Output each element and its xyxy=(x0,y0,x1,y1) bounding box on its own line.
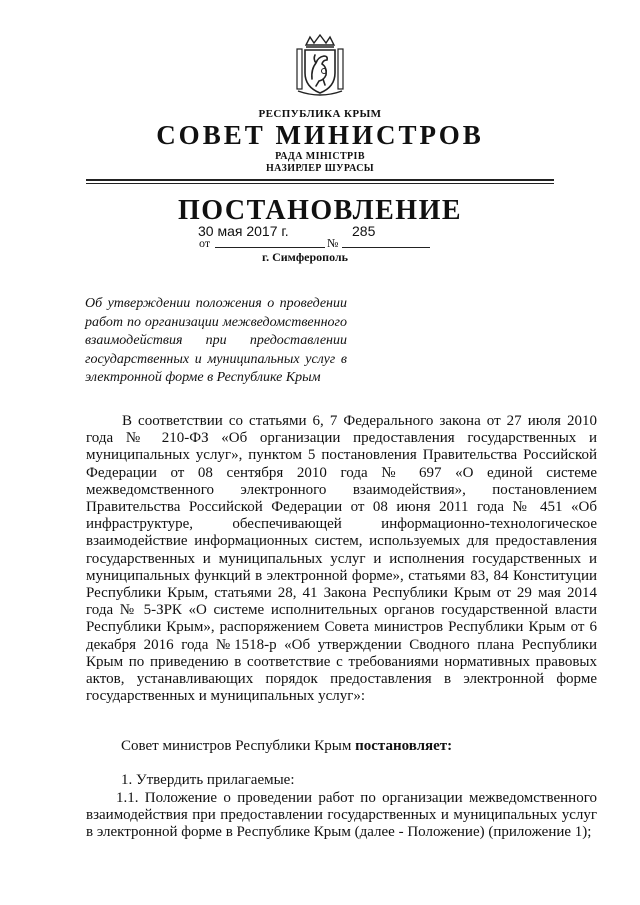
document-subject: Об утверждении положения о проведении работ по организации межведомственного взаимодействия при предоставлении государственных и муниципальных услуг в электронной форме в Республике Крым xyxy=(85,296,347,385)
date-label: от xyxy=(199,236,211,250)
resolution-subject: Совет министров Республики Крым xyxy=(121,738,352,754)
list-item-1-1-text: 1.1. Положение о проведении работ по организации межведомственного взаимодействия при предоставлении государственных и муниципальных услуг в электронной форме в Республике Крым (далее - Положение) (приложение 1); xyxy=(86,790,597,841)
document-number: 285 xyxy=(352,223,376,239)
preamble-text: В соответствии со статьями 6, 7 Федерального закона от 27 июля 2010 года № 210-ФЗ «Об организации предоставления государственных и муниципальных услуг», пунктом 5 постановления Правительства Российской Федерации от 08 сентября 2010 года № 697 «О единой системе межведомственного электронного взаимодействия», постановлением Правительства Российской Федерации от 08 июня 2011 года № 451 «Об инфраструктуре, обеспечивающей информационно-технологическое взаимодействие информационных систем, используемых для предоставления государственных и муниципальных услуг и исполнения государственных и муниципальных функций в электронной форме», статьями 83, 84 Конституции Республики Крым, статьями 28, 41 Закона Республики Крым от 29 мая 2014 года № 5-ЗРК «О системе исполнительных органов государственной власти Республики Крым», распоряжением Совета министров Республики Крым от 6 декабря 2016 года №1518-р «Об утверждении Сводного плана Республики Крым по приведению в соответствие с требованиями нормативных правовых актов, устанавливающих порядок предоставления в электронной форме государственных и муниципальных услуг»: xyxy=(86,413,597,705)
resolution-line xyxy=(121,738,452,755)
republic-name: РЕСПУБЛИКА КРЫМ xyxy=(258,108,382,120)
list-item-1-1 xyxy=(86,790,597,842)
resolution-verb: постановляет: xyxy=(355,738,453,754)
crimea-coat-of-arms-icon xyxy=(294,33,346,99)
header-divider xyxy=(86,179,554,181)
city-name: г. Симферополь xyxy=(262,250,348,264)
number-underline xyxy=(342,247,430,248)
council-title-crimean-tatar: НАЗИРЛЕР ШУРАСЫ xyxy=(265,163,375,174)
list-item-1: 1. Утвердить прилагаемые: xyxy=(121,772,295,788)
council-title-ukrainian: РАДА МІНІСТРІВ xyxy=(275,151,365,162)
header-divider-thin xyxy=(86,183,554,184)
date-underline xyxy=(215,247,325,248)
preamble-paragraph xyxy=(86,413,597,705)
number-label: № xyxy=(327,236,339,250)
council-title: СОВЕТ МИНИСТРОВ xyxy=(156,120,484,150)
document-type-title: ПОСТАНОВЛЕНИЕ xyxy=(177,195,463,226)
document-date: 30 мая 2017 г. xyxy=(198,223,289,239)
